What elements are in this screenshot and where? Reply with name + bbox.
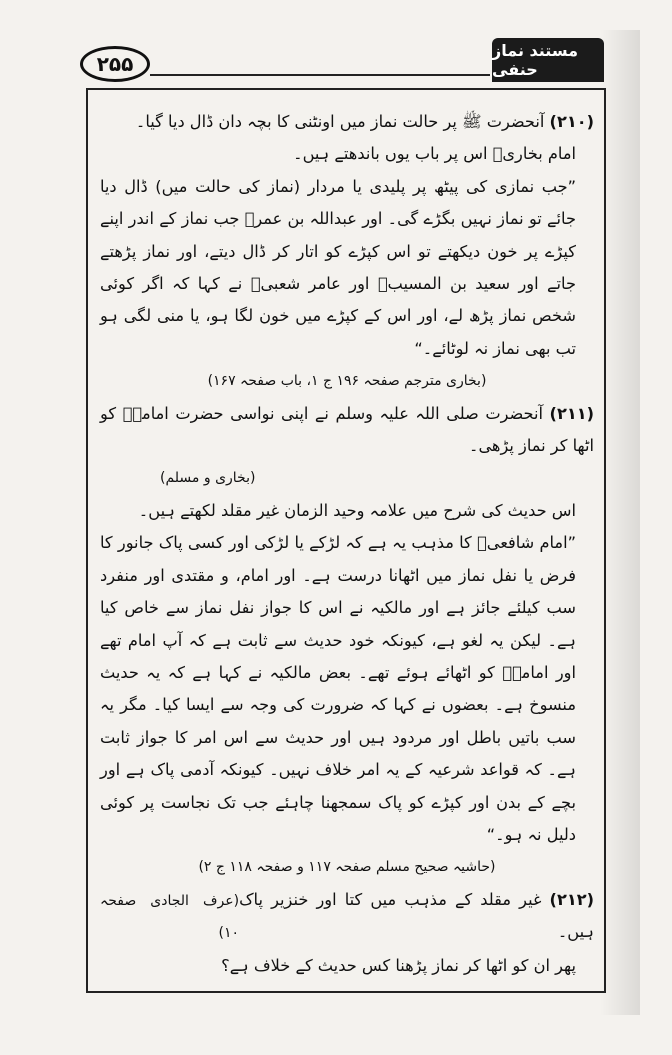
page-content <box>100 106 594 986</box>
hadith-212 <box>100 884 594 950</box>
commentary-quote: ”امام شافعیؒ کا مذہب یہ ہے کہ لڑکے یا لڑکی اور کسی پاک جانور کا فرض یا نفل نماز میں اٹھانا درست ہے۔ اور امام، و مقتدی اور منفرد سب کیلئے جائز ہے اور مالکیہ نے اس کا جواز نفل نماز سے خاص کیا ہے۔ لیکن یہ لغو ہے، کیونکہ خود حدیث سے ثابت ہے کہ آپ امام تھے اور امامہؓ کو اٹھائے ہوئے تھے۔ بعض مالکیہ نے کہا ہے کہ یہ حدیث منسوخ ہے۔ بعضوں نے کہا کہ ضرورت کی وجہ سے ایسا کیا۔ مگر یہ سب باتیں باطل اور مردود ہیں اور حدیث سے اس امر کا جواز ثابت ہے۔ کہ قواعد شرعیہ کے یہ امر خلاف نہیں۔ کیونکہ آدمی پاک ہے اور بچے کے بدن اور کپڑے کو پاک سمجھنا چاہئے جب تک نجاست پر کوئی دلیل نہ ہو۔“ <box>100 533 576 844</box>
hadith-text: آنحضرت ﷺ پر حالت نماز میں اونٹنی کا بچہ دان ڈال دیا گیا۔ <box>135 112 545 131</box>
bukhari-quote: ”جب نمازی کی پیٹھ پر پلیدی یا مردار (نماز کی حالت میں) ڈال دیا جائے تو نماز نہیں بگڑے گی۔ اور عبداللہ بن عمرؓ جب نماز کے اندر اپنے کپڑے پر خون دیکھتے تو اس کپڑے کو اتار کر ڈال دیتے، اور نماز پڑھتے جاتے اور سعید بن المسیبؒ اور عامر شعبیؒ نے کہا کہ اگر کوئی شخص نماز پڑھ لے، اور اس کے کپڑے میں خون لگا ہو، یا منی لگی ہو تب بھی نماز نہ لوٹائے۔“ <box>100 176 576 358</box>
bukhari-chapter-intro: امام بخاریؒ اس پر باب یوں باندھتے ہیں۔ <box>293 144 576 164</box>
bukhari-muslim-reference: (بخاری و مسلم) <box>160 470 256 487</box>
page-number: ۲۵۵ <box>80 46 150 82</box>
page-shadow <box>600 30 640 1015</box>
hadith-210 <box>100 106 594 138</box>
closing-question: پھر ان کو اٹھا کر نماز پڑھنا کس حدیث کے خلاف ہے؟ <box>221 955 576 975</box>
muslim-footnote-reference: (حاشیہ صحیح مسلم صفحہ ۱۱۷ و صفحہ ۱۱۸ ج ۲) <box>198 859 496 876</box>
hadith-number: (۲۱۱) <box>549 403 594 423</box>
commentary-intro: اس حدیث کی شرح میں علامہ وحید الزمان غیر مقلد لکھتے ہیں۔ <box>138 500 576 520</box>
header-rule <box>150 74 490 76</box>
bukhari-reference: (بخاری مترجم صفحہ ۱۹۶ ج ۱، باب صفحہ ۱۶۷) <box>207 373 487 390</box>
hadith-number: (۲۱۲) <box>549 889 594 909</box>
hadith-211 <box>100 398 594 463</box>
hadith-text: آنحضرت صلی اللہ علیہ وسلم نے اپنی نواسی حضرت امامہؓ کو اٹھا کر نماز پڑھی۔ <box>100 403 594 456</box>
hadith-number: (۲۱۰) <box>549 112 594 131</box>
urf-reference: (عرف الجادی صفحہ ۱۰) <box>100 892 240 942</box>
book-title-tab: مستند نماز حنفی <box>492 38 604 82</box>
hadith-text: غیر مقلد کے مذہب میں کتا اور خنزیر پاک ہیں۔ <box>239 889 594 942</box>
